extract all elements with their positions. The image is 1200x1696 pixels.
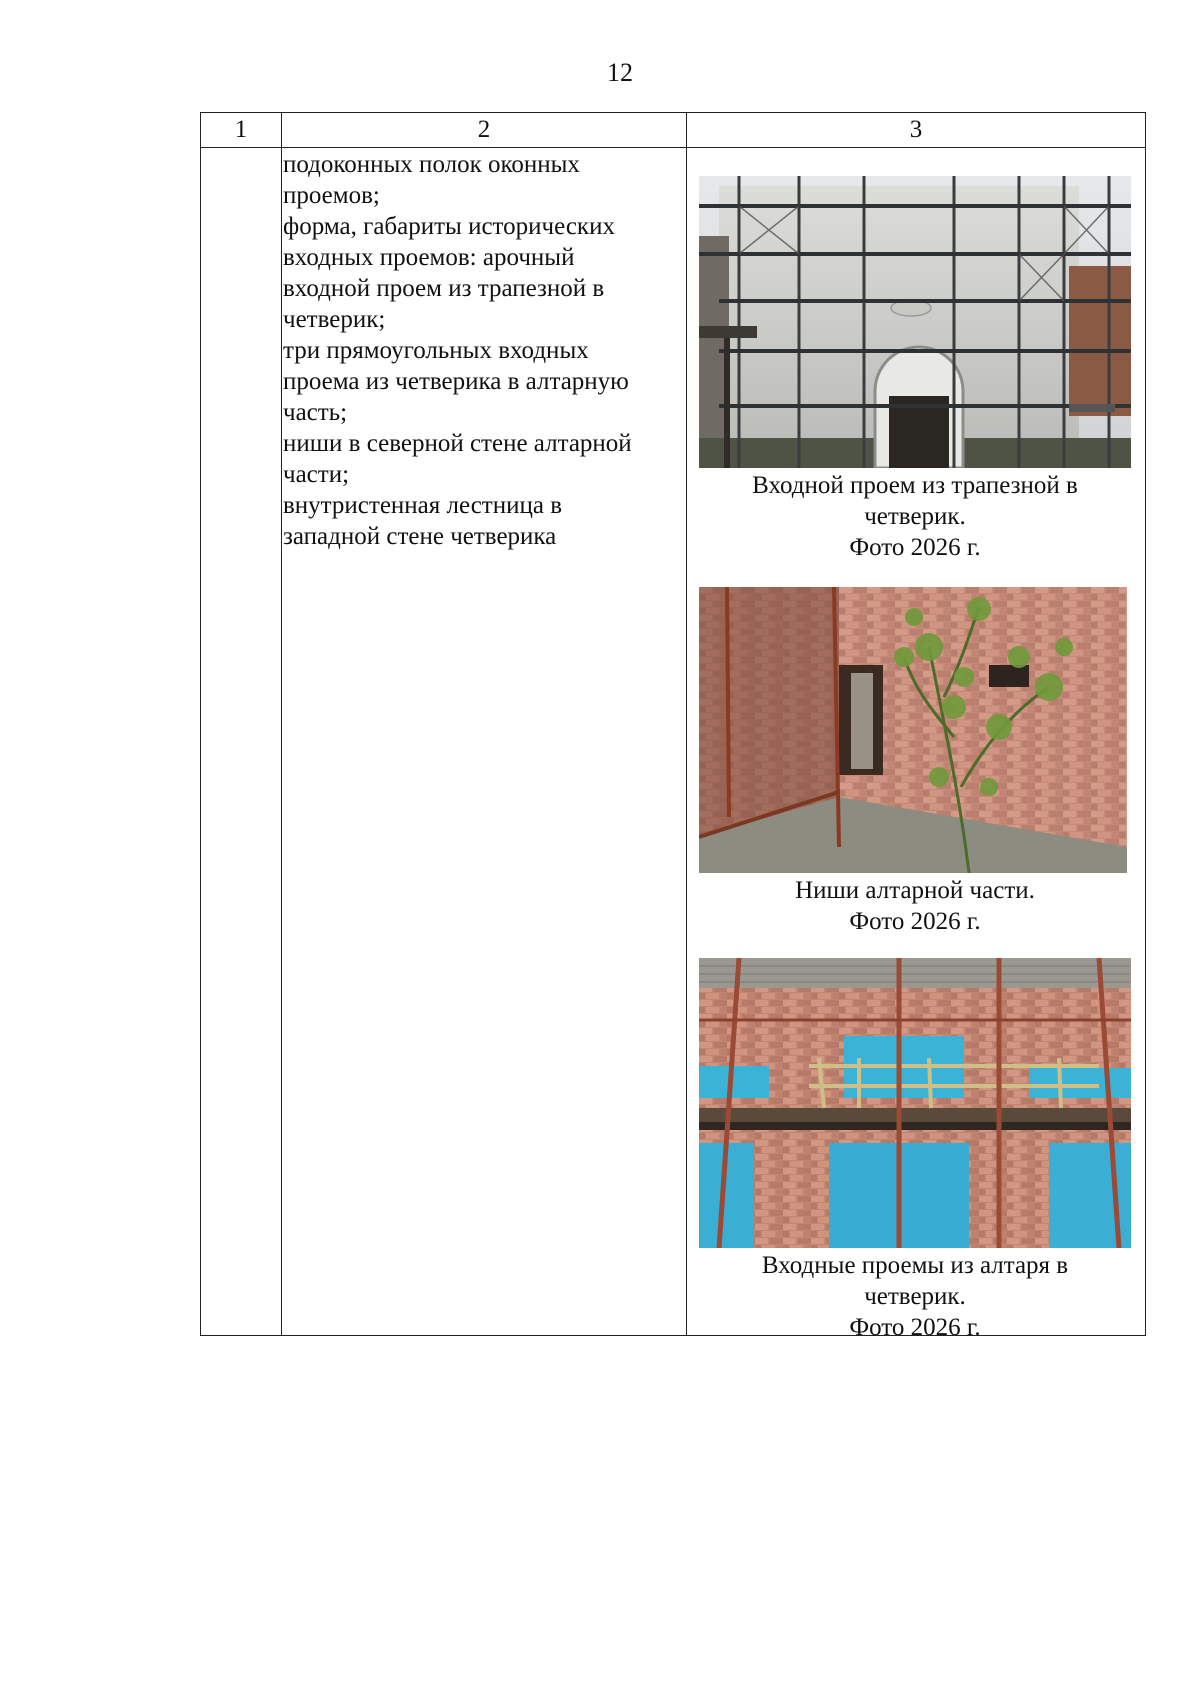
photo-block [699, 176, 1131, 563]
text-line: четверик; [283, 306, 386, 333]
caption-line: Ниши алтарной части. [795, 877, 1035, 904]
arched-entrance-photo [699, 176, 1131, 468]
text-line: внутристенная лестница в [283, 492, 563, 519]
photo-caption [699, 1250, 1131, 1343]
altar-doorways-photo [699, 958, 1131, 1248]
requirements-text [282, 148, 686, 552]
column-2-cell [282, 148, 687, 1336]
text-line: ниши в северной стене алтарной [283, 430, 632, 457]
photo-caption [699, 875, 1131, 937]
column-header-1: 1 [201, 113, 282, 148]
text-line: подоконных полок оконных [283, 151, 580, 178]
caption-line: Фото 2026 г. [849, 1314, 981, 1341]
column-1-cell [201, 148, 282, 1336]
text-line: три прямоугольных входных [283, 337, 589, 364]
caption-line: Входные проемы из алтаря в [761, 1252, 1069, 1279]
text-line: проемов; [283, 182, 380, 209]
column-header-2: 2 [282, 113, 687, 148]
caption-line: четверик. [864, 503, 966, 530]
table-header-row [201, 113, 1146, 148]
text-line: входных проемов: арочный [283, 244, 575, 271]
page-number: 12 [607, 58, 633, 87]
table-row [201, 148, 1146, 1336]
column-3-cell [687, 148, 1146, 1341]
column-header-3: 3 [687, 113, 1146, 148]
text-line: части; [283, 461, 350, 488]
photo-block [699, 958, 1131, 1343]
caption-line: Входной проем из трапезной в [752, 472, 1078, 499]
photo-block [699, 587, 1131, 937]
text-line: часть; [283, 399, 348, 426]
text-line: форма, габариты исторических [283, 213, 615, 240]
text-line: проема из четверика в алтарную [283, 368, 629, 395]
caption-line: четверик. [864, 1283, 966, 1310]
text-line: входной проем из трапезной в [283, 275, 605, 302]
caption-line: Фото 2026 г. [849, 908, 981, 935]
protection-subject-table [200, 112, 1146, 1341]
caption-line: Фото 2026 г. [849, 534, 981, 561]
altar-niches-photo [699, 587, 1127, 873]
text-line: западной стене четверика [283, 523, 557, 550]
photo-caption [699, 470, 1131, 563]
